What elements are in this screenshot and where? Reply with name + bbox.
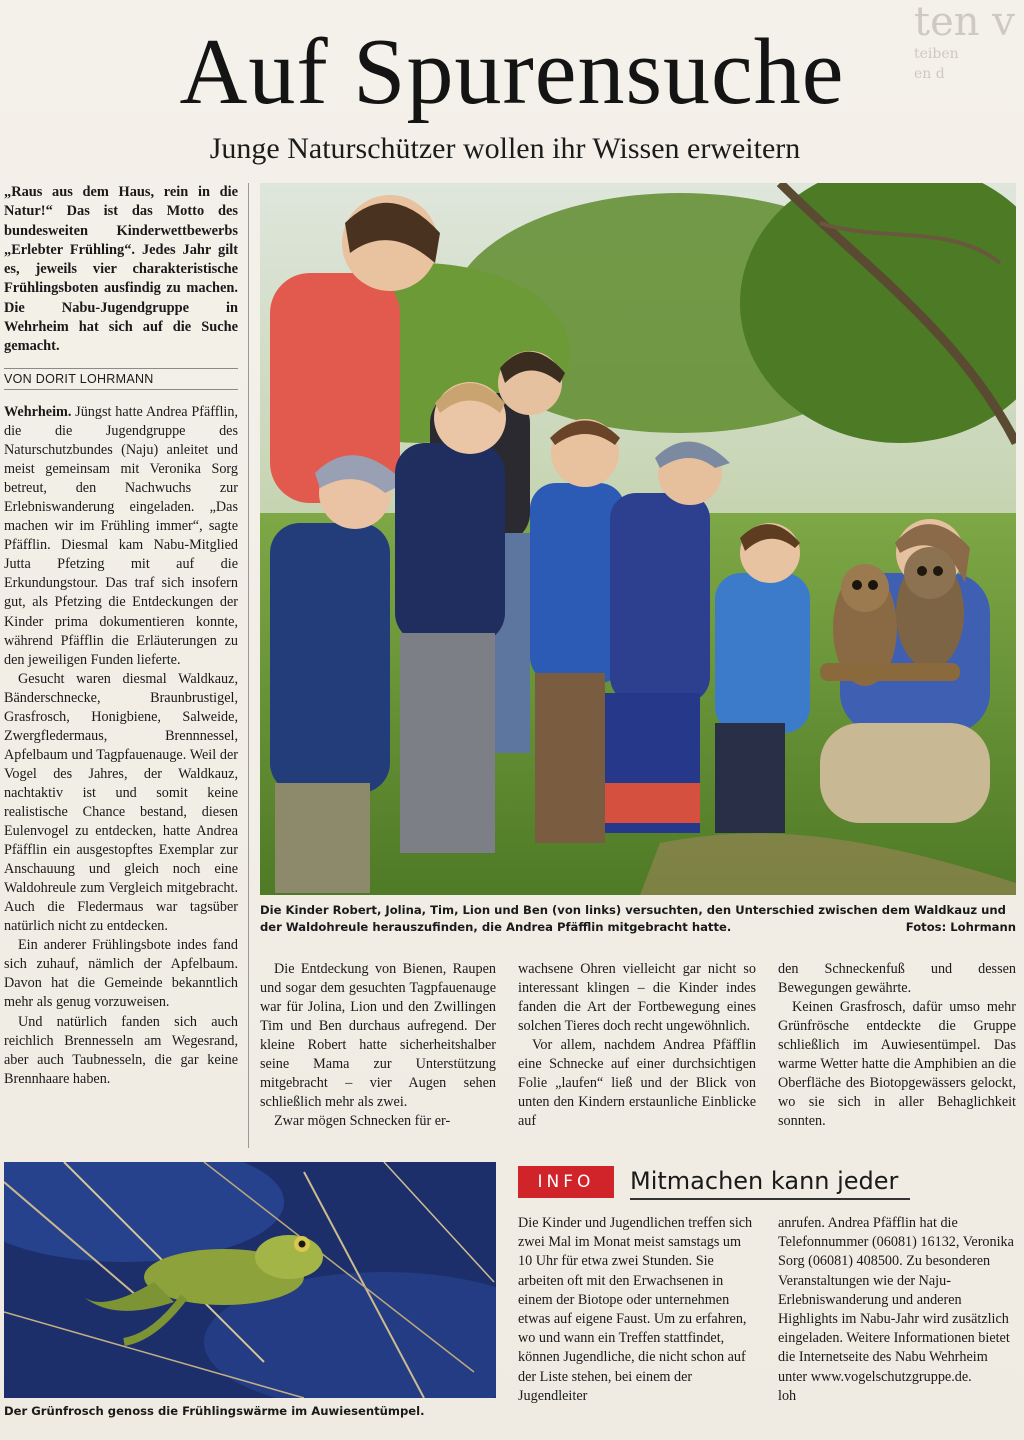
info-column-1: Die Kinder und Jugendlichen treffen sich zwei Mal im Monat meist samstags um 10 Uhr für etwa zwei Stunden. Sie arbeiten oft mit den Erwachsenen in einem der Biotope oder unternehmen etwas auf eigene Faust. Um zu erfahren, wo und wann ein Treffen stattfindet, können Jugendliche, die nicht schon auf der Liste stehen, bei einem der Jugendleiter [518,1215,753,1404]
paragraph: Zwar mögen Schnecken für er- [274,1113,451,1130]
paragraph: Und natürlich fanden sich auch reichlich Brennesseln am Wegesrand, aber auch Taubnesseln, die gar keine Brennhaare haben. [4,1013,238,1087]
caption-text: Die Kinder Robert, Jolina, Tim, Lion und Ben (von links) versuchten, den Unterschied zwischen dem Waldkauz und der Waldohreule herauszufinden, die Andrea Pfäfflin mitgebracht hatte. [260,903,1006,934]
bleed-line: ten v [914,0,1015,45]
info-badge: INFO [518,1166,614,1198]
info-box-header [518,1164,908,1200]
info-column-2 [778,1214,1016,1406]
info-text: anrufen. Andrea Pfäfflin hat die Telefonnummer (06081) 16132, Veronika Sorg (06081) 408500. Zu besonderen Veranstaltungen wie der Naju-Erlebniswanderung und anderen Highlights im Nabu-Jahr wird zusätzlich eingeladen. Weitere Informationen bietet die Internetseite des Nabu Wehrheim unter www.vogelschutzgruppe.de. [778,1215,1014,1385]
paragraph-text: Jüngst hatte Andrea Pfäfflin, die die Jugendgruppe des Naturschutzbundes (Naju) anleitet und meist gemeinsam mit Veronika Sorg betreut, den Nachwuchs zur Erlebniswanderung eingeladen. „Das machen wir im Frühling immer“, sagte Pfäfflin. Diesmal kam Nabu-Mitglied Jutta Pfetzing mit auf die Erkundungstour. Das traf sich insofern gut, als Pfetzing die Entdeckungen der Kinder prima dokumentieren konnte, während Pfäfflin die Erläuterungen zu den jeweiligen Funden lieferte. [4,404,238,668]
photo-illustration [260,183,1016,895]
article-lead: „Raus aus dem Haus, rein in die Natur!“ Das ist das Motto des bundesweiten Kinderwettbewerbs „Erlebter Frühling“. Jedes Jahr gilt es, jeweils vier charakteristische Frühlingsboten ausfindig zu machen. Die Nabu-Jugendgruppe in Wehrheim hat sich auf die Suche gemacht. [4,184,238,355]
article-column-2 [260,960,496,1131]
paragraph: Vor allem, nachdem Andrea Pfäfflin eine Schnecke auf einer durchsichtigen Folie „laufen“ ließ und der Blick von unten den Kindern erstaunliche Einblicke auf [518,1037,756,1130]
frog-photo [4,1162,496,1398]
author-initials: loh [778,1387,797,1404]
byline: VON DORIT LOHRMANN [4,368,238,390]
article-column-1 [4,403,238,1089]
bleed-line: en d [914,66,945,82]
article-column-4 [778,960,1016,1131]
info-title: Mitmachen kann jeder [630,1164,910,1200]
paragraph: den Schneckenfuß und dessen Bewegungen gewährte. [778,961,1016,997]
paragraph: Ein anderer Frühlingsbote indes fand sich zuhauf, nämlich der Apfelbaum. Davon hat die Gemeinde bekanntlich mehr als genug vorzuweisen. [4,937,238,1011]
paragraph: Gesucht waren diesmal Waldkauz, Bänderschnecke, Braunbrustigel, Grasfrosch, Honigbiene, Salweide, Zwergfledermaus, Brennnessel, Apfelbaum und Tagpfauenauge. Weil der Vogel des Jahres, der Waldkauz, nachtaktiv ist und somit keine realistische Chance bestand, diesen Eulenvogel zu entdecken, hatte Andrea Pfäfflin ein ausgestopftes Exemplar zur Anschauung und gleich noch eine Waldohreule zum Vergleich mitgebracht. Auch die Fledermaus war tagsüber natürlich nicht zu entdecken. [4,670,238,935]
main-photo-children-with-owls [260,183,1016,895]
paragraph [4,403,238,670]
column-rule [248,183,249,1148]
main-photo-caption [260,902,1016,935]
headline: Auf Spurensuche [179,20,845,124]
dateline: Wehrheim. [4,404,72,420]
bleed-line: teiben [914,46,959,62]
photo-credit: Fotos: Lohrmann [905,919,1016,934]
subheadline: Junge Naturschützer wollen ihr Wissen erweitern [209,132,801,165]
frog-illustration [4,1162,496,1398]
frog-photo-caption: Der Grünfrosch genoss die Frühlingswärme im Auwiesentümpel. [4,1404,425,1418]
article-column-3 [518,960,756,1131]
paragraph: Die Entdeckung von Bienen, Raupen und sogar dem gesuchten Tagpfauenauge war für Jolina, Lion und den Zwillingen Tim und Ben durchaus aufregend. Der kleine Robert hatte sicherheitshalber seine Mama zur Unterstützung mitgebracht – vier Augen sehen schließlich mehr als zwei. [260,961,496,1111]
paragraph: wachsene Ohren vielleicht gar nicht so interessant klingen – die Kinder indes fanden die Art der Fortbewegung eines solchen Tieres doch recht ungewöhnlich. [518,961,756,1035]
paragraph: Keinen Grasfrosch, dafür umso mehr Grünfrösche entdeckte die Gruppe schließlich im Auwiesentümpel. Das warme Wetter hatte die Amphibien an die Oberfläche des Biotopgewässers gelockt, wo sie sich in aller Behaglichkeit sonnten. [778,999,1016,1130]
